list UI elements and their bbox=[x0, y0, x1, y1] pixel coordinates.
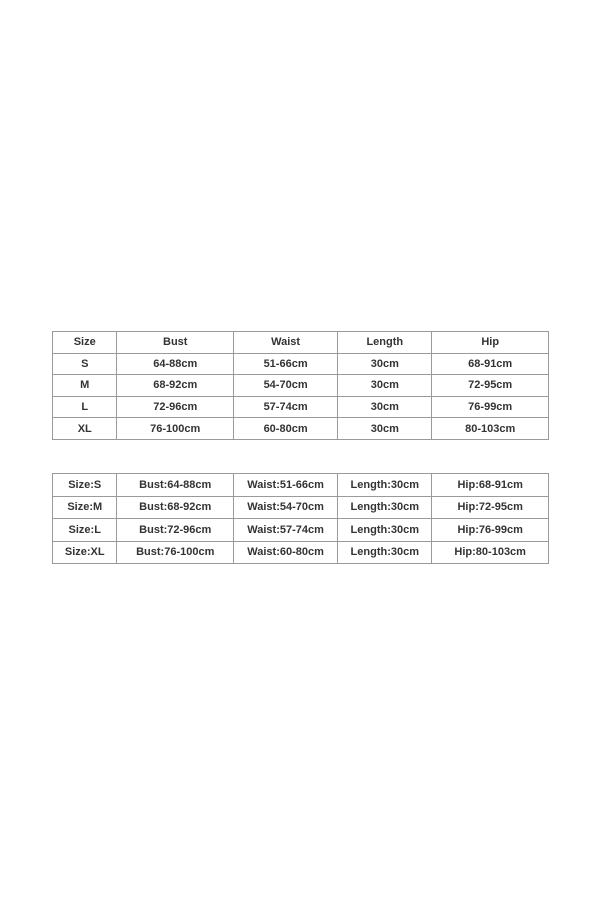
table-row-l bbox=[53, 519, 549, 542]
cell-length: Length:30cm bbox=[338, 519, 432, 542]
table-row-m bbox=[53, 496, 549, 519]
cell-hip: 76-99cm bbox=[432, 396, 549, 418]
cell-length: Length:30cm bbox=[338, 496, 432, 519]
cell-size: Size:S bbox=[53, 474, 117, 497]
cell-waist: 57-74cm bbox=[234, 396, 338, 418]
cell-bust: 68-92cm bbox=[117, 375, 234, 397]
cell-length: Length:30cm bbox=[338, 474, 432, 497]
cell-length: 30cm bbox=[338, 418, 432, 440]
cell-bust: 64-88cm bbox=[117, 353, 234, 375]
column-header-waist: Waist bbox=[234, 332, 338, 354]
size-chart-table-headers bbox=[52, 331, 549, 440]
cell-hip: 68-91cm bbox=[432, 353, 549, 375]
size-chart-table-inline bbox=[52, 473, 549, 564]
cell-size: S bbox=[53, 353, 117, 375]
cell-waist: 60-80cm bbox=[234, 418, 338, 440]
cell-length: 30cm bbox=[338, 375, 432, 397]
cell-size: Size:L bbox=[53, 519, 117, 542]
cell-hip: 80-103cm bbox=[432, 418, 549, 440]
cell-hip: Hip:72-95cm bbox=[432, 496, 549, 519]
table-row-s bbox=[53, 353, 549, 375]
cell-size: L bbox=[53, 396, 117, 418]
cell-hip: Hip:76-99cm bbox=[432, 519, 549, 542]
cell-bust: 72-96cm bbox=[117, 396, 234, 418]
cell-length: Length:30cm bbox=[338, 541, 432, 564]
cell-size: M bbox=[53, 375, 117, 397]
cell-size: XL bbox=[53, 418, 117, 440]
cell-size: Size:XL bbox=[53, 541, 117, 564]
table-row-l bbox=[53, 396, 549, 418]
cell-bust: Bust:68-92cm bbox=[117, 496, 234, 519]
table-row-xl bbox=[53, 418, 549, 440]
column-header-length: Length bbox=[338, 332, 432, 354]
table-row-s bbox=[53, 474, 549, 497]
cell-waist: 51-66cm bbox=[234, 353, 338, 375]
column-header-size: Size bbox=[53, 332, 117, 354]
cell-hip: Hip:68-91cm bbox=[432, 474, 549, 497]
cell-waist: Waist:60-80cm bbox=[234, 541, 338, 564]
table-row-xl bbox=[53, 541, 549, 564]
cell-waist: Waist:54-70cm bbox=[234, 496, 338, 519]
cell-length: 30cm bbox=[338, 396, 432, 418]
column-header-bust: Bust bbox=[117, 332, 234, 354]
column-header-hip: Hip bbox=[432, 332, 549, 354]
cell-waist: 54-70cm bbox=[234, 375, 338, 397]
cell-waist: Waist:57-74cm bbox=[234, 519, 338, 542]
cell-length: 30cm bbox=[338, 353, 432, 375]
cell-bust: Bust:64-88cm bbox=[117, 474, 234, 497]
cell-size: Size:M bbox=[53, 496, 117, 519]
cell-waist: Waist:51-66cm bbox=[234, 474, 338, 497]
cell-bust: Bust:76-100cm bbox=[117, 541, 234, 564]
cell-bust: Bust:72-96cm bbox=[117, 519, 234, 542]
cell-bust: 76-100cm bbox=[117, 418, 234, 440]
table-row-m bbox=[53, 375, 549, 397]
cell-hip: 72-95cm bbox=[432, 375, 549, 397]
cell-hip: Hip:80-103cm bbox=[432, 541, 549, 564]
header-row bbox=[53, 332, 549, 354]
